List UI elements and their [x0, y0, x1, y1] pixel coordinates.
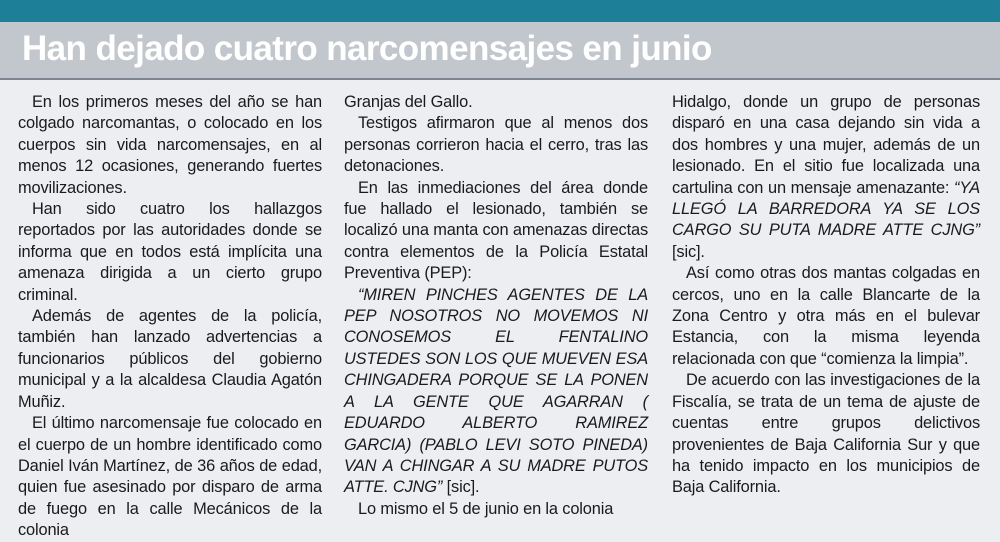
paragraph: Lo mismo el 5 de junio en la colonia — [358, 499, 614, 518]
paragraph: Así como otras dos mantas colgadas en cercos, uno en la calle Blancarte de la Zona Centro y otra más en el bulevar Estancia, con la misma leyenda relacionada con que “comienza la limpia”. — [672, 264, 980, 368]
paragraph: En las inmediaciones del área donde fue hallado el lesionado, también se localizó una manta con amenazas directas contra elementos de la Policía Estatal Preventiva (PEP): — [344, 178, 648, 283]
paragraph: El último narcomensaje fue colocado en el cuerpo de un hombre identificado como Daniel Iván Martínez, de 36 años de edad, quien fue asesinado por disparo de arma de fuego en la calle Mecánicos de la colonia — [18, 414, 322, 540]
quote-paragraph — [344, 285, 648, 499]
cartulina-message-quote: “YA LLEGÓ LA BARREDORA YA SE LOS CARGO SU PUTA MADRE ATTE CJNG” — [672, 178, 980, 240]
headline-band — [0, 22, 1000, 80]
article-body — [0, 92, 1000, 540]
paragraph-continued — [672, 92, 980, 263]
paragraph: De acuerdo con las investigaciones de la Fiscalía, se trata de un tema de ajuste de cuentas entre grupos delictivos provenientes de Baja California Sur y que ha tenido impacto en los municipios de Baja California. — [672, 371, 980, 497]
article-column-3 — [672, 92, 980, 499]
article-column-2 — [344, 92, 648, 520]
paragraph-text: Hidalgo, donde un grupo de personas disparó en una casa dejando sin vida a dos hombres y una mujer, además de un lesionado. En el sitio fue localizada una cartulina con un mensaje amenazante: — [672, 93, 980, 197]
paragraph: Testigos afirmaron que al menos dos personas corrieron hacia el cerro, tras las detonaciones. — [344, 114, 648, 176]
paragraph: Además de agentes de la policía, también han lanzado advertencias a funcionarios públicos del gobierno municipal y a la alcaldesa Claudia Agatón Muñiz. — [18, 307, 322, 411]
article-column-1 — [18, 92, 322, 542]
paragraph: En los primeros meses del año se han colgado narcomantas, o colocado en los cuerpos sin vida narcomensajes, en al menos 12 ocasiones, generando fuertes movilizaciones. — [18, 93, 322, 197]
paragraph: Han sido cuatro los hallazgos reportados por las autoridades donde se informa que en todos está implícita una amenaza dirigida a un cierto grupo criminal. — [18, 200, 322, 304]
sic-note: [sic]. — [672, 242, 705, 261]
paragraph-continued: Granjas del Gallo. — [344, 93, 473, 111]
threat-message-quote: “MIREN PINCHES AGENTES DE LA PEP NOSOTROS NO MOVEMOS NI CONOSEMOS EL FENTALINO USTEDES SON LOS QUE MUEVEN ESA CHINGADERA PORQUE SE LA PONEN A LA GENTE QUE AGARRAN ( EDUARDO ALBERTO RAMIREZ GARCIA) (PABLO LEVI SOTO PINEDA) VAN A CHINGAR A SU MADRE PUTOS ATTE. CJNG” — [344, 285, 648, 497]
top-accent-bar — [0, 0, 1000, 22]
article-headline: Han dejado cuatro narcomensajes en junio — [22, 29, 712, 68]
sic-note: [sic]. — [442, 478, 480, 497]
